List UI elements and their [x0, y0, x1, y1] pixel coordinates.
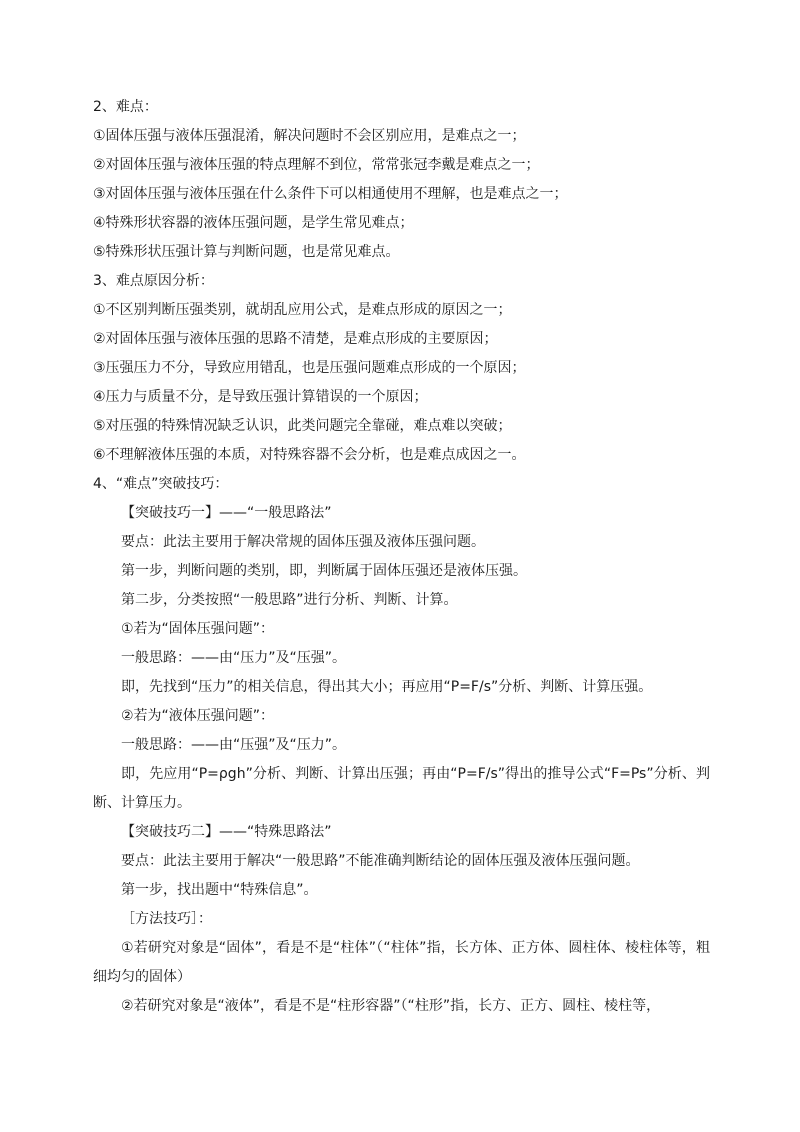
technique-step: 第二步，分类按照“一般思路”进行分析、判断、计算。 — [121, 592, 458, 608]
section-heading-difficulties: 2、难点： — [93, 99, 158, 115]
technique-step: 第一步，找出题中“特殊信息”。 — [121, 882, 318, 898]
difficulty-item: ④特殊形状容器的液体压强问题，是学生常见难点； — [93, 215, 414, 231]
method-label: ［方法技巧］： — [121, 911, 212, 927]
section-heading-techniques: 4、“难点”突破技巧： — [93, 476, 229, 492]
section-heading-causes: 3、难点原因分析： — [93, 273, 214, 289]
cause-item: ②对固体压强与液体压强的思路不清楚，是难点形成的主要原因； — [93, 331, 498, 347]
cause-item: ④压力与质量不分，是导致压强计算错误的一个原因； — [93, 389, 428, 405]
difficulty-item: ②对固体压强与液体压强的特点理解不到位，常常张冠李戴是难点之一； — [93, 157, 540, 173]
liquid-case-label: ②若为“液体压强问题”： — [121, 708, 275, 724]
difficulty-item: ①固体压强与液体压强混淆，解决问题时不会区别应用，是难点之一； — [93, 128, 526, 144]
technique-key-point: 要点：此法主要用于解决常规的固体压强及液体压强问题。 — [121, 534, 485, 550]
difficulty-item: ⑤特殊形状压强计算与判断问题，也是常见难点。 — [93, 244, 400, 260]
technique-key-point: 要点：此法主要用于解决“一般思路”不能准确判断结论的固体压强及液体压强问题。 — [121, 853, 640, 869]
solid-detail: 即，先找到“压力”的相关信息，得出其大小；再应用“P=F/s”分析、判断、计算压强。 — [121, 679, 653, 695]
cause-item: ①不区别判断压强类别，就胡乱应用公式，是难点形成的原因之一； — [93, 302, 512, 318]
cause-item: ⑤对压强的特殊情况缺乏认识，此类问题完全靠碰，难点难以突破； — [93, 418, 512, 434]
technique-title: 【突破技巧二】——“特殊思路法” — [121, 824, 332, 840]
cause-item: ⑥不理解液体压强的本质，对特殊容器不会分析，也是难点成因之一。 — [93, 447, 526, 463]
liquid-detail: 即，先应用“P=ρgh”分析、判断、计算出压强；再由“P=F/s”得出的推导公式“F=Ps”分析、判断、计算压力。 — [93, 766, 710, 811]
difficulty-item: ③对固体压强与液体压强在什么条件下可以相通使用不理解，也是难点之一； — [93, 186, 568, 202]
liquid-column-note: ②若研究对象是“液体”，看是不是“柱形容器”（“柱形”指，长方、正方、圆柱、棱柱等， — [121, 998, 661, 1014]
solid-general-idea: 一般思路：——由“压力”及“压强”。 — [121, 650, 347, 666]
cause-item: ③压强压力不分，导致应用错乱，也是压强问题难点形成的一个原因； — [93, 360, 526, 376]
solid-case-label: ①若为“固体压强问题”： — [121, 621, 275, 637]
liquid-general-idea: 一般思路：——由“压强”及“压力”。 — [121, 737, 347, 753]
technique-step: 第一步，判断问题的类别，即，判断属于固体压强还是液体压强。 — [121, 563, 527, 579]
solid-column-note: ①若研究对象是“固体”，看是不是“柱体”（“柱体”指，长方体、正方体、圆柱体、棱柱体等，粗细均匀的固体） — [93, 940, 710, 985]
technique-title: 【突破技巧一】——“一般思路法” — [121, 505, 332, 521]
